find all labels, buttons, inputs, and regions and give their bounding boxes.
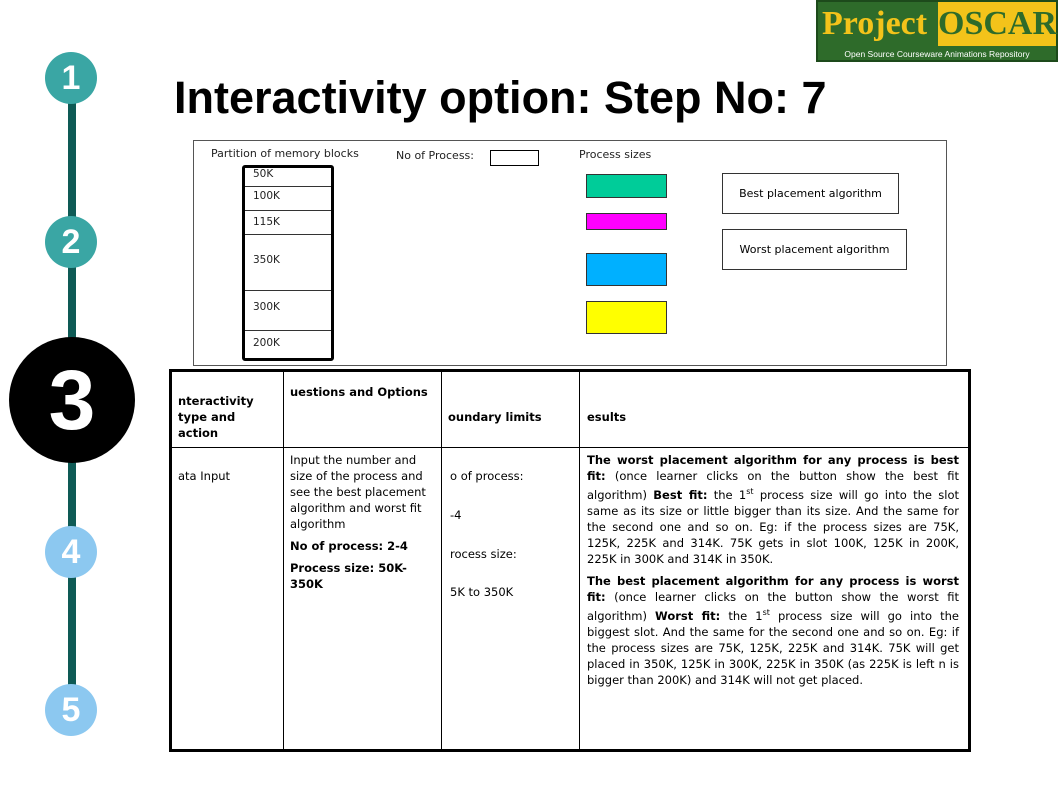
worst-placement-button[interactable]: Worst placement algorithm [722, 229, 907, 270]
process-size-box[interactable] [586, 301, 667, 334]
memory-block: 100K [245, 187, 331, 211]
results-paragraph-best-fit: The worst placement algorithm for any process is best fit: (once learner clicks on the button show the best fit algorithm) Best fit: the 1st process size will go into the slot same as its size or little bigger than its size. And the same for the second one and so on. Eg: if the process sizes are 75K, 125K, 225K and 314K. 75K gets in slot 100K, 125K in 200K, 225K in 300K and 314K in 350K. [587, 453, 959, 566]
boundary-num-process-label: o of process: [450, 469, 524, 483]
header-results: esults [587, 410, 627, 424]
process-size-box[interactable] [586, 213, 667, 230]
memory-block: 115K [245, 211, 331, 235]
cell-questions [290, 452, 433, 598]
memory-block: 50K [245, 168, 331, 187]
memory-block: 200K [253, 337, 280, 349]
header-boundary-limits: oundary limits [448, 410, 542, 424]
process-size-box[interactable] [586, 253, 667, 286]
header-questions: uestions and Options [290, 385, 428, 399]
num-process-input[interactable] [490, 150, 539, 166]
column-divider [579, 372, 580, 749]
step-5-circle[interactable]: 5 [45, 684, 97, 736]
page-title: Interactivity option: Step No: 7 [174, 72, 827, 123]
results-paragraph-worst-fit: The best placement algorithm for any process is worst fit: (once learner clicks on the button show the worst fit algorithm) Worst fit: the 1st process size will go into the biggest slot. And the same for the second one and so on. Eg: if the process sizes are 75K, 125K, 225K and 314K. 75K will get placed in 350K, 125K in 300K, 225K in 350K (as 225K is left n is bigger than 200K) and 314K will not get placed. [587, 573, 959, 687]
best-placement-button[interactable]: Best placement algorithm [722, 173, 899, 214]
header-divider [172, 447, 968, 448]
column-divider [283, 372, 284, 749]
logo-tagline: Open Source Courseware Animations Repository [844, 49, 1030, 59]
step-2-circle[interactable]: 2 [45, 216, 97, 268]
cell-results [587, 452, 959, 694]
step-1-circle[interactable]: 1 [45, 52, 97, 104]
step-4-circle[interactable]: 4 [45, 526, 97, 578]
logo-oscar-text: OSCAR [938, 2, 1056, 46]
num-process-label: No of Process: [396, 149, 474, 162]
boundary-process-size-range: 5K to 350K [450, 585, 514, 599]
animation-demo-panel [193, 140, 947, 366]
cell-interactivity-type: ata Input [178, 469, 231, 483]
partition-label: Partition of memory blocks [211, 147, 359, 160]
memory-block: 300K [245, 291, 331, 331]
boundary-num-process-range: -4 [450, 508, 462, 522]
project-oscar-logo [816, 0, 1058, 62]
questions-description: Input the number and size of the process and see the best placement algorithm and worst fit algorithm [290, 453, 426, 531]
column-divider [441, 372, 442, 749]
process-sizes-label: Process sizes [579, 148, 652, 161]
questions-num-process: No of process: 2-4 [290, 539, 408, 553]
process-size-box[interactable] [586, 174, 667, 198]
questions-process-size: Process size: 50K-350K [290, 561, 407, 591]
interactivity-table [169, 369, 971, 752]
header-interactivity-type: nteractivity type and action [178, 394, 254, 440]
cell-boundary-limits [450, 468, 576, 600]
memory-block: 350K [245, 235, 331, 291]
boundary-process-size-label: rocess size: [450, 547, 517, 561]
step-3-circle-current[interactable]: 3 [9, 337, 135, 463]
memory-partition-column [242, 165, 334, 361]
logo-project-text: Project [822, 5, 928, 42]
